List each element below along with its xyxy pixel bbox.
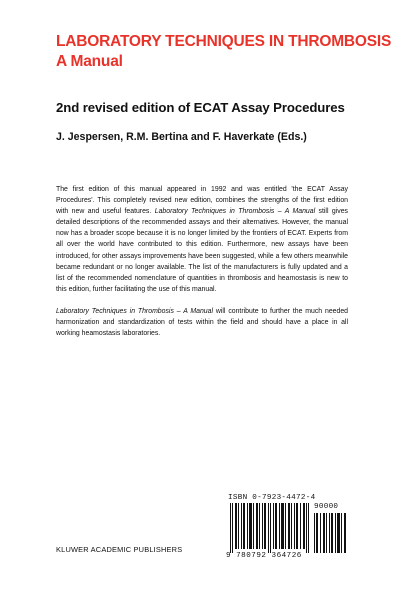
paragraph-1-book-title: Laboratory Techniques in Thrombosis – A Manual	[154, 208, 316, 216]
paragraph-2-text: will contribute to further the much needed harmonization and standardization of tests within the field and should have a place in all working heamostasis laboratories.	[56, 307, 348, 338]
paragraph-1-text-b: still gives detailed descriptions of the recommended assays and their alternatives. However, the manual now has a broader scope because it is no longer limited by the frontiers of ECAT. Experts from all over the world have contributed to this edition. Furthermore, new assays have been introduced, for other assays improvements have been suggested, while a few others meanwhile became redundant or no longer available. The list of the manufacturers is fully updated and a list of the recommended nomenclature of quantities in thrombosis and heamostasis is new to this edition, further facilitating the use of this manual.	[56, 208, 349, 293]
description-paragraph-2	[56, 306, 348, 339]
book-title-line-2: A Manual	[56, 53, 123, 70]
paragraph-2-book-title: Laboratory Techniques in Thrombosis – A Manual	[56, 307, 214, 315]
price-addon-code: 90000	[314, 503, 339, 511]
editors-line: J. Jespersen, R.M. Bertina and F. Haverkate (Eds.)	[56, 131, 307, 143]
barcode-image	[226, 503, 350, 555]
paragraph-1-text-a: The first edition of this manual appeared in 1992 and was entitled 'the ECAT Assay Procedures'. This completely revised new edition, combines the strengths of the first edition with new and useful features.	[56, 186, 348, 216]
description-paragraph-1	[56, 184, 348, 295]
edition-subtitle: 2nd revised edition of ECAT Assay Procedures	[56, 100, 345, 115]
publisher-name: KLUWER ACADEMIC PUBLISHERS	[56, 545, 183, 554]
description-text	[56, 184, 348, 339]
book-title	[56, 32, 392, 72]
ean-digits: 9 780792 364726	[226, 552, 302, 560]
isbn-barcode-block	[226, 494, 350, 566]
book-title-line-1: LABORATORY TECHNIQUES IN THROMBOSIS	[56, 33, 392, 50]
isbn-number: ISBN 0-7923-4472-4	[228, 494, 316, 502]
